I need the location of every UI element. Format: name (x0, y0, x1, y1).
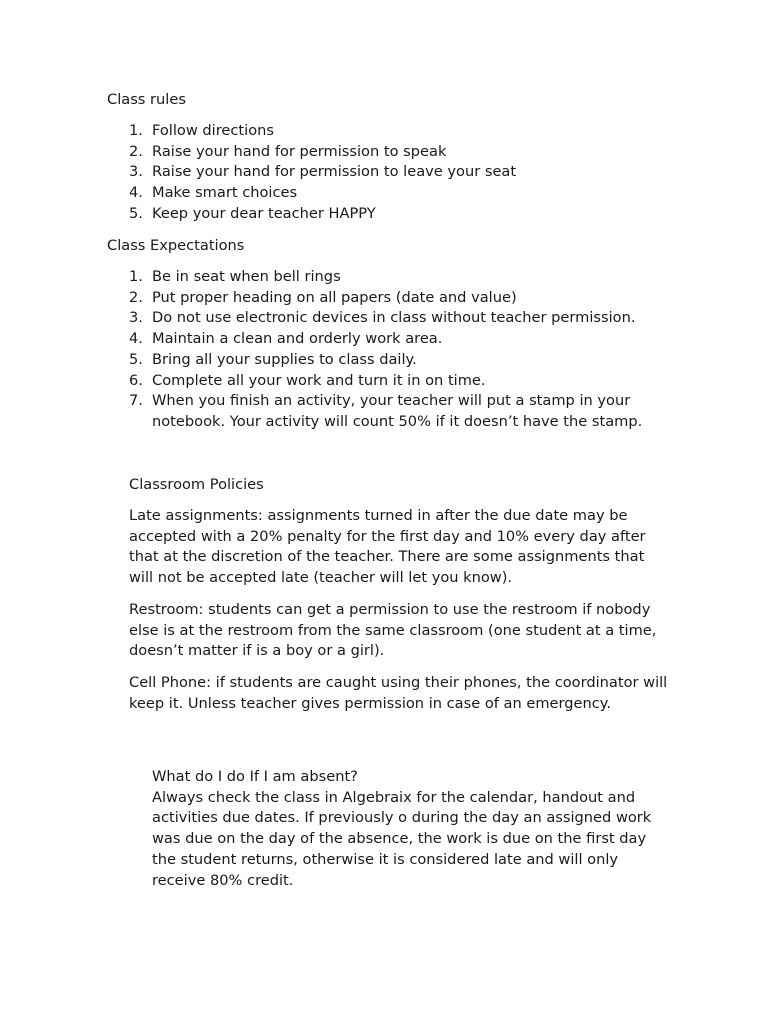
list-number: 2. (129, 288, 143, 306)
list-item (107, 183, 677, 204)
list-number: 3. (129, 309, 143, 327)
list-item (107, 350, 667, 371)
cell-phone-policy: Cell Phone: if students are caught using their phones, the coordinator will keep it. Unless teacher gives permission in case of an emergency. (129, 674, 668, 712)
list-item (107, 288, 667, 309)
list-item-text: Complete all your work and turn it in on time. (152, 371, 486, 389)
list-item (107, 329, 667, 350)
list-item (107, 371, 667, 392)
list-item (107, 142, 677, 163)
list-item-text: Raise your hand for permission to leave your seat (152, 163, 517, 181)
late-assignments-policy: Late assignments: assignments turned in after the due date may be accepted with a 20% penalty for the first day and 10% every day after that at the discretion of the teacher. There are some assignments that will not be accepted late (teacher will let you know). (129, 507, 646, 587)
class-expectations-list (107, 267, 667, 433)
list-item-text: When you finish an activity, your teacher will put a stamp in your notebook. Your activity will count 50% if it doesn’t have the stamp. (152, 392, 643, 430)
list-number: 1. (129, 122, 143, 139)
list-item-text: Raise your hand for permission to speak (152, 142, 447, 160)
absent-question: What do I do If I am absent? (152, 768, 358, 785)
list-item (107, 308, 667, 329)
list-item-text: Do not use electronic devices in class without teacher permission. (152, 309, 636, 327)
restroom-policy: Restroom: students can get a permission to use the restroom if nobody else is at the restroom from the same classroom (one student at a time, doesn’t matter if is a boy or a girl). (129, 601, 657, 660)
list-item (107, 391, 667, 432)
list-item-text: Maintain a clean and orderly work area. (152, 330, 443, 348)
class-rules-list (107, 121, 677, 225)
list-number: 4. (129, 184, 143, 202)
list-number: 4. (129, 330, 143, 348)
list-item-text: Put proper heading on all papers (date and value) (152, 288, 517, 306)
class-rules-heading: Class rules (107, 91, 186, 108)
list-number: 6. (129, 371, 143, 389)
list-number: 3. (129, 163, 143, 181)
list-item-text: Be in seat when bell rings (152, 268, 341, 285)
list-item-text: Make smart choices (152, 184, 298, 202)
list-number: 7. (129, 392, 143, 410)
list-item (107, 121, 677, 142)
list-number: 5. (129, 350, 143, 368)
absent-answer: Always check the class in Algebraix for the calendar, handout and activities due dates. If previously o during the day an assigned work was due on the day of the absence, the work is due on the first day the student returns, otherwise it is considered late and will only receive 80% credit. (152, 788, 652, 889)
class-expectations-heading: Class Expectations (107, 237, 245, 254)
list-item (107, 204, 677, 225)
list-item-text: Bring all your supplies to class daily. (152, 350, 417, 368)
list-item-text: Follow directions (152, 122, 274, 139)
absent-section (152, 767, 662, 891)
list-item (107, 162, 677, 183)
list-item (107, 267, 667, 288)
list-item-text: Keep your dear teacher HAPPY (152, 204, 376, 222)
classroom-policies-heading: Classroom Policies (129, 476, 264, 493)
list-number: 1. (129, 268, 143, 285)
list-number: 2. (129, 142, 143, 160)
list-number: 5. (129, 204, 143, 222)
